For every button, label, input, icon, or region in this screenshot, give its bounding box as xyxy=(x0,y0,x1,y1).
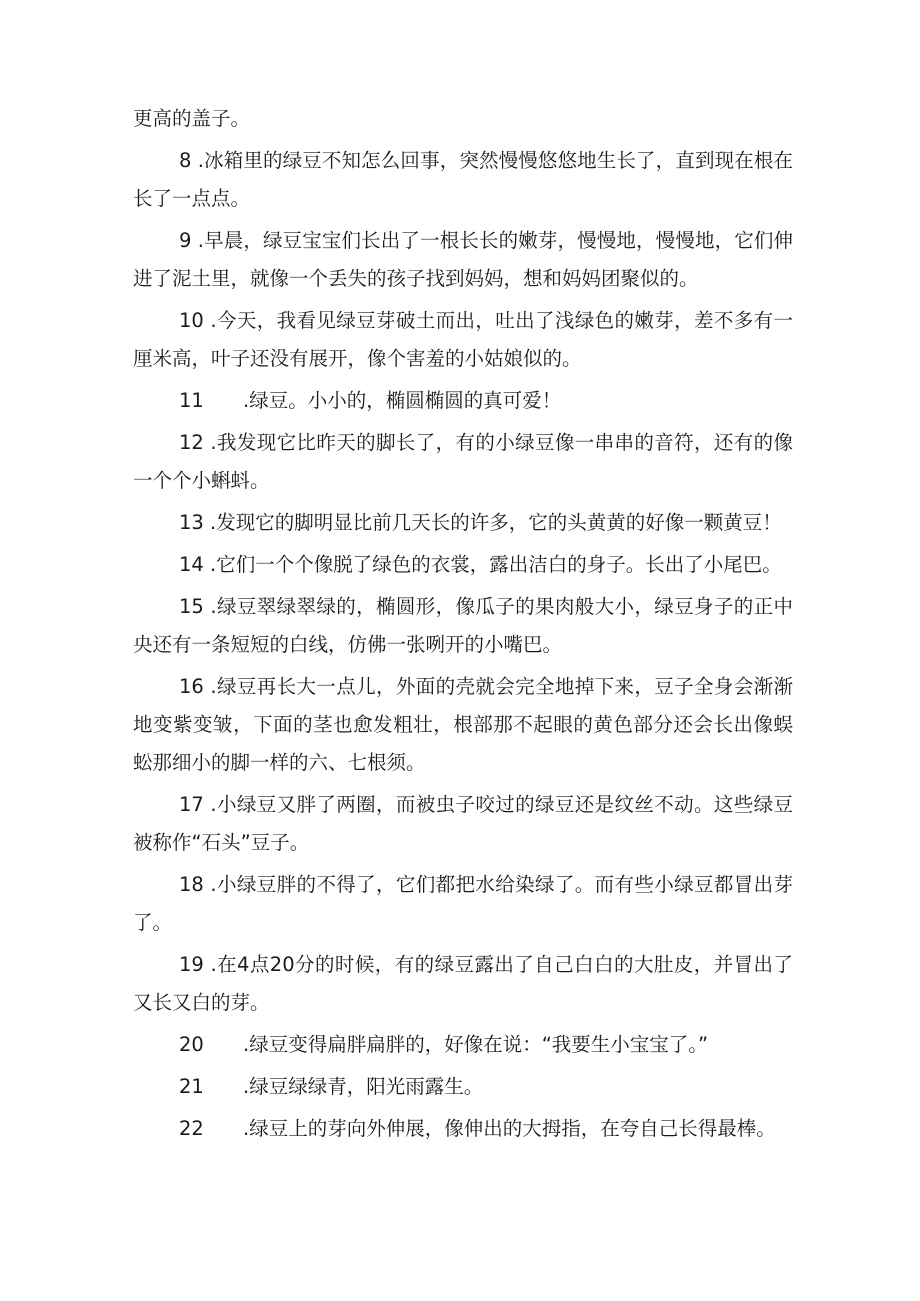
paragraph-item-19 xyxy=(133,946,793,1022)
paragraph-text: .小绿豆又胖了两圈，而被虫子咬过的绿豆还是纹丝不动。这些绿豆被称作“石头”豆子。 xyxy=(133,793,793,854)
item-number: 11 xyxy=(179,389,204,412)
item-number: 9 xyxy=(179,229,192,252)
item-number: 17 xyxy=(179,793,204,816)
paragraph-item-12 xyxy=(133,424,793,500)
paragraph-item-14 xyxy=(133,546,793,584)
paragraph-text: .绿豆。小小的，椭圆椭圆的真可爱！ xyxy=(243,389,562,412)
paragraph-text: 更高的盖子。 xyxy=(133,107,251,130)
item-number: 12 xyxy=(179,431,204,454)
paragraph-text: .小绿豆胖的不得了，它们都把水给染绿了。而有些小绿豆都冒出芽了。 xyxy=(133,873,793,934)
paragraph-text: .绿豆变得扁胖扁胖的，好像在说：“我要生小宝宝了。” xyxy=(243,1033,709,1056)
paragraph-text: .今天，我看见绿豆芽破土而出，吐出了浅绿色的嫩芽，差不多有一厘米高，叶子还没有展开，像个害羞的小姑娘似的。 xyxy=(133,309,793,370)
item-number: 18 xyxy=(179,873,204,896)
document-body xyxy=(133,100,793,1152)
paragraph-item-22 xyxy=(133,1110,793,1148)
paragraph-text: .发现它的脚明显比前几天长的许多，它的头黄黄的好像一颗黄豆！ xyxy=(203,511,782,534)
paragraph-text: .冰箱里的绿豆不知怎么回事，突然慢慢悠悠地生长了，直到现在根在长了一点点。 xyxy=(133,149,793,210)
paragraph-item-20 xyxy=(133,1026,793,1064)
paragraph-text: .在4点20分的时候，有的绿豆露出了自己白白的大肚皮，并冒出了又长又白的芽。 xyxy=(133,953,793,1014)
item-number: 10 xyxy=(179,309,204,332)
paragraph-item-16 xyxy=(133,668,793,782)
paragraph xyxy=(133,100,793,138)
paragraph-text: .早晨，绿豆宝宝们长出了一根长长的嫩芽，慢慢地，慢慢地，它们伸进了泥土里，就像一个丢失的孩子找到妈妈，想和妈妈团聚似的。 xyxy=(133,229,793,290)
paragraph-item-9 xyxy=(133,222,793,298)
paragraph-item-18 xyxy=(133,866,793,942)
item-number: 20 xyxy=(179,1033,204,1056)
item-number: 21 xyxy=(179,1075,204,1098)
paragraph-item-11 xyxy=(133,382,793,420)
paragraph-item-13 xyxy=(133,504,793,542)
paragraph-text: .它们一个个像脱了绿色的衣裳，露出洁白的身子。长出了小尾巴。 xyxy=(203,553,782,576)
item-number: 16 xyxy=(179,675,204,698)
paragraph-text: .绿豆翠绿翠绿的，椭圆形，像瓜子的果肉般大小，绿豆身子的正中央还有一条短短的白线，仿佛一张咧开的小嘴巴。 xyxy=(133,595,793,656)
item-number: 8 xyxy=(179,149,192,172)
paragraph-item-17 xyxy=(133,786,793,862)
paragraph-text: .绿豆再长大一点儿，外面的壳就会完全地掉下来，豆子全身会渐渐地变紫变皱，下面的茎也愈发粗壮，根部那不起眼的黄色部分还会长出像蜈蚣那细小的脚一样的六、七根须。 xyxy=(133,675,793,774)
paragraph-item-10 xyxy=(133,302,793,378)
paragraph-item-21 xyxy=(133,1068,793,1106)
paragraph-item-15 xyxy=(133,588,793,664)
item-number: 14 xyxy=(179,553,204,576)
item-number: 13 xyxy=(179,511,204,534)
paragraph-text: .绿豆上的芽向外伸展，像伸出的大拇指，在夸自己长得最棒。 xyxy=(243,1117,776,1140)
paragraph-item-8 xyxy=(133,142,793,218)
item-number: 22 xyxy=(179,1117,204,1140)
item-number: 19 xyxy=(179,953,204,976)
paragraph-text: .我发现它比昨天的脚长了，有的小绿豆像一串串的音符，还有的像一个个小蝌蚪。 xyxy=(133,431,793,492)
item-number: 15 xyxy=(179,595,204,618)
paragraph-text: .绿豆绿绿青，阳光雨露生。 xyxy=(243,1075,484,1098)
